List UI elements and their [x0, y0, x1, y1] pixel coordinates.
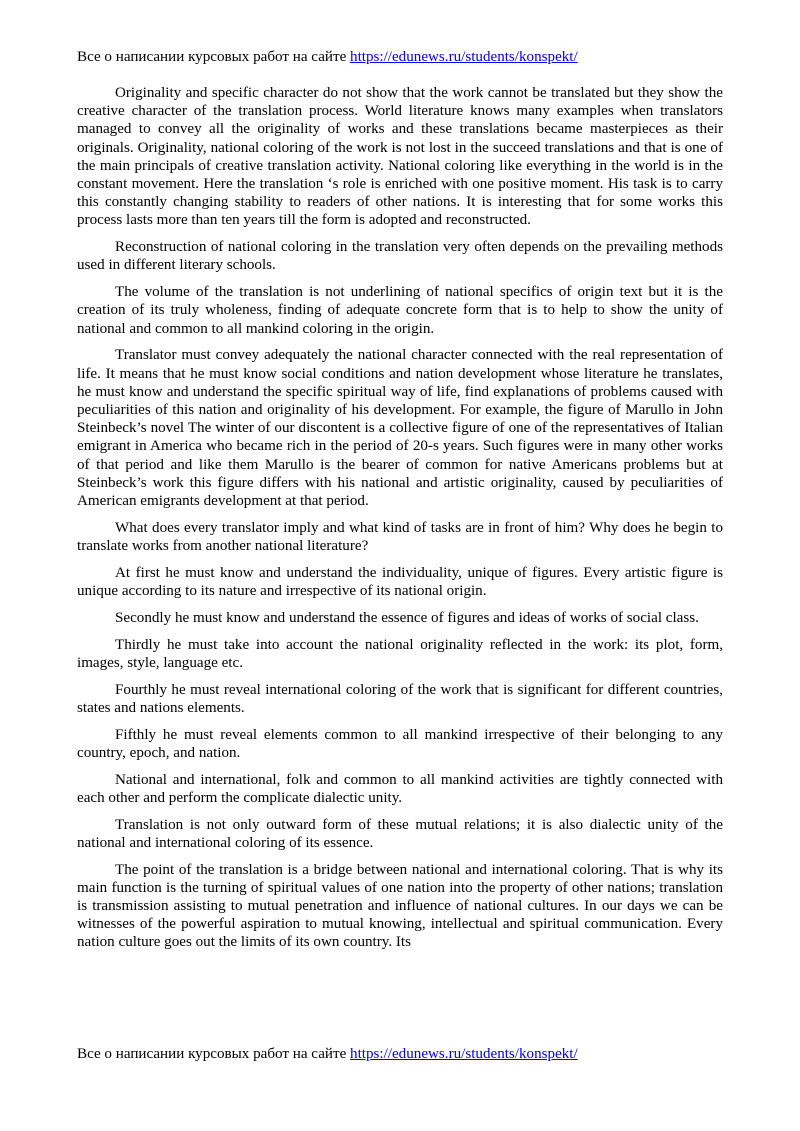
paragraph: The volume of the translation is not underlining of national specifics of origin text but it is the creation of its truly wholeness, finding of adequate concrete form that is to help to show the unity of national and common to all mankind coloring in the origin.	[77, 284, 723, 337]
page-footer	[77, 1045, 737, 1063]
header-link[interactable]: https://edunews.ru/students/konspekt/	[350, 49, 578, 65]
paragraph: Fourthly he must reveal international coloring of the work that is significant for different countries, states and nations elements.	[77, 681, 723, 716]
paragraph: Secondly he must know and understand the essence of figures and ideas of works of social class.	[115, 609, 699, 626]
paragraph: Translator must convey adequately the national character connected with the real representation of life. It means that he must know social conditions and nation development whose literature he translates, he must know and understand the specific spiritual way of life, find explanations of problems caused with peculiarities of this nation and originality of his development. For example, the figure of Marullo in John Steinbeck’s novel The winter of our discontent is a collective figure of one of the representatives of Italian emigrant in America who became rich in the period of 20-s years. Such figures were in many other works of that period and like them Marullo is the bearer of common for native Americans problems but at Steinbeck’s work this figure differs with his national and artistic originality, caused by peculiarities of American emigrants development at that period.	[77, 347, 723, 510]
paragraph: National and international, folk and common to all mankind activities are tightly connected with each other and perform the complicate dialectic unity.	[77, 771, 723, 806]
paragraph: Fifthly he must reveal elements common to all mankind irrespective of their belonging to any country, epoch, and nation.	[77, 726, 723, 761]
paragraph: Reconstruction of national coloring in the translation very often depends on the prevailing methods used in different literary schools.	[77, 239, 723, 274]
footer-link[interactable]: https://edunews.ru/students/konspekt/	[350, 1046, 578, 1062]
paragraph: Thirdly he must take into account the national originality reflected in the work: its plot, form, images, style, language etc.	[77, 636, 723, 671]
paragraph: Translation is not only outward form of these mutual relations; it is also dialectic unity of the national and international coloring of its essence.	[77, 816, 723, 851]
paragraph: What does every translator imply and what kind of tasks are in front of him? Why does he begin to translate works from another national literature?	[77, 519, 723, 555]
footer-text: Все о написании курсовых работ на сайте	[77, 1046, 351, 1062]
paragraph: At first he must know and understand the individuality, unique of figures. Every artistic figure is unique according to its nature and irrespective of its national origin.	[77, 564, 723, 600]
document-body	[77, 84, 723, 960]
page-header	[77, 48, 737, 66]
header-text: Все о написании курсовых работ на сайте	[77, 49, 351, 65]
paragraph: Originality and specific character do not show that the work cannot be translated but they show the creative character of the translation process. World literature knows many examples when translators managed to convey all the originality of works and these translations became masterpieces as their originals. Originality, national coloring of the work is not lost in the succeed translations and that is one of the main principals of creative translation activity. National coloring like everything in the world is in the constant movement. Here the translation ‘s role is enriched with one positive moment. His task is to carry this constantly changing stability to readers of other nations. It is interesting that for some works this process lasts more than ten years till the form is adopted and reconstructed.	[77, 85, 723, 229]
paragraph: The point of the translation is a bridge between national and international coloring. That is why its main function is the turning of spiritual values of one nation into the property of other nations; translation is transmission assisting to mutual penetration and influence of national cultures. In our days we can be witnesses of the powerful aspiration to mutual knowing, intellectual and spiritual communication. Every nation culture goes out the limits of its own country. Its	[77, 861, 723, 951]
